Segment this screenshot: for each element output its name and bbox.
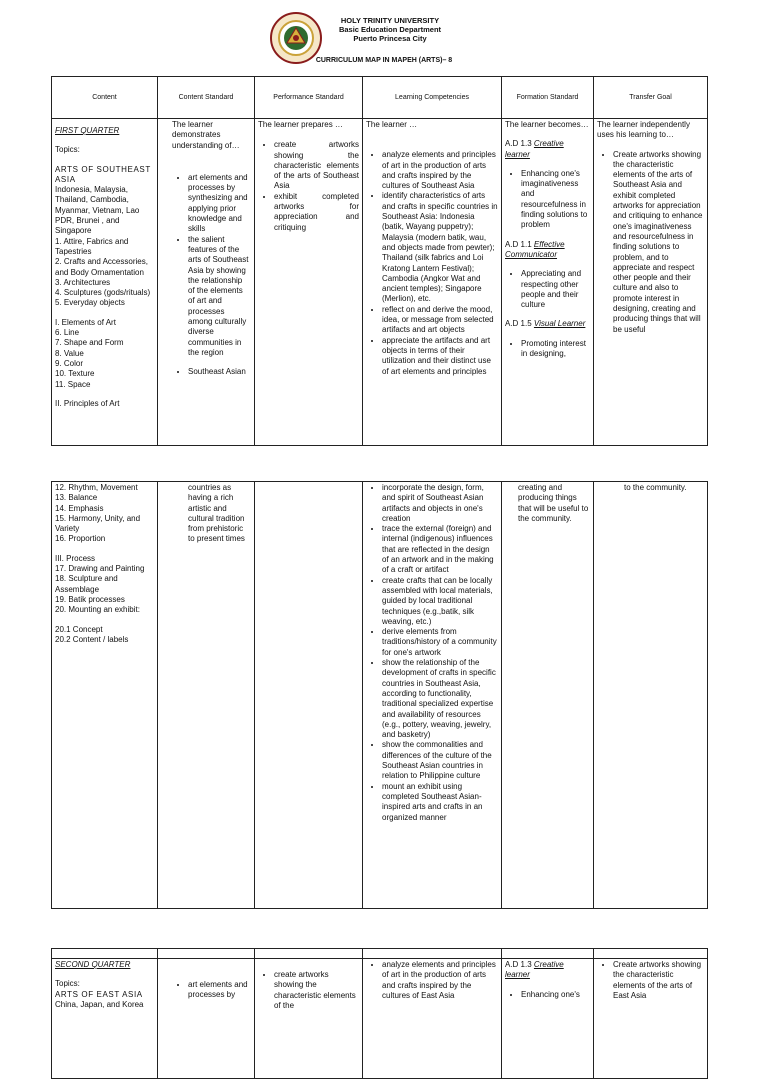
list-item: • trace the external (foreign) and internal (indigenous) influences that are reflected in the design of an artwork and in the making of a craft or artifact	[382, 524, 498, 575]
col-performance-standard-header: Performance Standard	[255, 77, 363, 119]
list-item: • Promoting interest in designing,	[521, 339, 590, 360]
list-item: • Create artworks showing the characteristic elements of the arts of East Asia	[613, 960, 704, 1001]
element-item: 10. Texture	[55, 369, 95, 379]
list-item: • derive elements from traditions/history of a community for one's artwork	[382, 627, 498, 658]
content-line: 15. Harmony, Unity, and Variety	[55, 513, 141, 534]
element-item: 11. Space	[55, 379, 91, 389]
empty-cell	[255, 949, 363, 959]
quarter-label: FIRST QUARTER	[55, 126, 120, 135]
topic-item: 4. Sculptures (gods/rituals)	[55, 288, 151, 298]
content-standard-cell	[158, 119, 255, 446]
learning-intro: The learner …	[366, 120, 418, 129]
transfer-goal-cell	[594, 119, 708, 446]
element-item: 7. Shape and Form	[55, 338, 124, 348]
table-header-row	[52, 77, 708, 119]
list-item: • show the relationship of the development of crafts in specific countries in Southeast Asia, according to functionality, traditional specialized expertise and availability of resources (e.g., pottery, weaving, jewelry, and basketry)	[382, 658, 498, 740]
list-item: • exhibit completed artworks for appreciation and critiquing	[274, 192, 359, 233]
empty-cell	[502, 949, 594, 959]
performance-standard-cell	[255, 482, 363, 909]
content-line: 16. Proportion	[55, 534, 106, 544]
table-row	[52, 959, 708, 1079]
formation-heading-1: A.D 1.3 Creative learner	[505, 139, 564, 159]
content-line: 14. Emphasis	[55, 503, 104, 513]
formation-heading-3: A.D 1.5 Visual Learner	[505, 319, 586, 329]
region-title: ARTS OF SOUTHEAST ASIA	[55, 164, 151, 184]
content-cell	[52, 482, 158, 909]
process-heading: III. Process	[55, 553, 96, 563]
topic-item: 5. Everyday objects	[55, 298, 125, 308]
col-content-standard-header: Content Standard	[158, 77, 255, 119]
content-standard-intro: The learner demonstrates understanding of…	[172, 120, 240, 150]
quarter-label: SECOND QUARTER	[55, 960, 131, 969]
transfer-goal-cell	[594, 482, 708, 909]
list-item: • analyze elements and principles of art in the production of arts and crafts inspired by the cultures of East Asia	[382, 960, 498, 1001]
topics-label: Topics:	[55, 145, 80, 155]
formation-standard-cell	[502, 119, 594, 446]
empty-cell	[52, 949, 158, 959]
list-item: • Appreciating and respecting other people and their culture	[521, 269, 590, 310]
content-standard-list-2	[172, 367, 251, 377]
formation-list-3	[505, 339, 590, 360]
process-line: 19. Batik processes	[55, 594, 125, 604]
table-first-quarter-continued	[51, 481, 708, 909]
topic-item: 2. Crafts and Accessories, and Body Ornamentation	[55, 257, 148, 277]
topic-item: 3. Architectures	[55, 277, 111, 287]
content-standard-list	[172, 173, 251, 358]
list-item: • the salient features of the arts of Southeast Asia by showing the relationship of the elements of art and processes among culturally diverse communities in the region	[188, 235, 251, 359]
performance-standard-cell	[255, 119, 363, 446]
element-item: 9. Color	[55, 358, 84, 368]
list-item: • show the commonalities and differences of the culture of the Southeast Asian countries in relation to Philippine culture	[382, 740, 498, 781]
content-standard-continued: countries as having a rich artistic and cultural tradition from prehistoric to present times	[188, 483, 245, 544]
list-item: • Enhancing one's	[521, 990, 590, 1000]
formation-list-2	[505, 269, 590, 310]
formation-intro: The learner becomes…	[505, 120, 589, 129]
list-item: • create artworks showing the characteristic elements of the	[274, 970, 359, 1011]
topics-label: Topics:	[55, 979, 80, 989]
empty-cell	[363, 949, 502, 959]
list-item: • art elements and processes by synthesizing and applying prior knowledge and skills	[188, 173, 251, 235]
content-standard-list	[172, 980, 251, 1001]
formation-standard-cell	[502, 959, 594, 1079]
table-row	[52, 119, 708, 446]
learning-competencies-cell	[363, 482, 502, 909]
empty-cell	[158, 949, 255, 959]
col-learning-competencies-header: Learning Competencies	[363, 77, 502, 119]
learning-competencies-cell	[363, 959, 502, 1079]
elements-heading: I. Elements of Art	[55, 317, 116, 327]
transfer-list	[597, 150, 704, 335]
curriculum-map-title: CURRICULUM MAP IN MAPEH (ARTS)– 8	[315, 57, 453, 64]
content-cell	[52, 959, 158, 1079]
content-line: 12. Rhythm, Movement	[55, 483, 138, 492]
process-line: 18. Sculpture and Assemblage	[55, 574, 118, 594]
performance-list	[258, 140, 359, 233]
university-name: HOLY TRINITY UNIVERSITY	[340, 16, 440, 25]
city-name: Puerto Princesa City	[353, 34, 427, 43]
list-item: • Southeast Asian	[188, 367, 251, 377]
content-cell	[52, 119, 158, 446]
formation-list-1	[505, 990, 590, 1000]
content-line: 13. Balance	[55, 493, 98, 503]
content-standard-cell	[158, 959, 255, 1079]
list-item: • create crafts that can be locally assembled with local materials, guided by local traditional techniques (e.g.,batik, silk weaving, etc.)	[382, 576, 498, 627]
element-item: 8. Value	[55, 348, 84, 358]
formation-list-1	[505, 169, 590, 231]
learning-competencies-cell	[363, 119, 502, 446]
formation-standard-cell	[502, 482, 594, 909]
list-item: • mount an exhibit using completed Southeast Asian-inspired arts and crafts in an organized manner	[382, 782, 498, 823]
list-item: • identify characteristics of arts and crafts in specific countries in Southeast Asia: Indonesia (batik, Wayang puppetry); Malaysia (modern batik, wau, and objects made from pewter); Thailand (silk fabrics and Loi Kratong Lantern Festival); Cambodia (Angkor Wat and ancient temples); Singapore (Merlion), etc.	[382, 191, 498, 304]
table-second-quarter	[51, 948, 708, 1079]
table-header-row	[52, 949, 708, 959]
department-name: Basic Education Department	[338, 25, 442, 34]
table-row	[52, 482, 708, 909]
learning-list	[366, 150, 498, 377]
col-content-header: Content	[52, 77, 158, 119]
document-header	[0, 0, 768, 70]
col-transfer-goal-header: Transfer Goal	[594, 77, 708, 119]
col-formation-standard-header: Formation Standard	[502, 77, 594, 119]
performance-standard-cell	[255, 959, 363, 1079]
list-item: • appreciate the artifacts and art objects in terms of their utilization and their distinct use of art elements and principles	[382, 336, 498, 377]
empty-cell	[594, 949, 708, 959]
performance-list	[258, 970, 359, 1011]
sub-line: 20.1 Concept	[55, 624, 103, 634]
countries-list: China, Japan, and Korea	[55, 999, 144, 1009]
process-line: 17. Drawing and Painting	[55, 564, 145, 574]
list-item: • incorporate the design, form, and spirit of Southeast Asian artifacts and objects in one's creation	[382, 483, 498, 524]
header-text	[330, 16, 450, 43]
table-first-quarter	[51, 76, 708, 446]
list-item: • reflect on and derive the mood, idea, or message from selected artifacts and art objects	[382, 305, 498, 336]
countries-list: Indonesia, Malaysia, Thailand, Cambodia, Myanmar, Vietnam, Lao PDR, Brunei , and Singapore	[55, 185, 140, 236]
transfer-intro: The learner independently uses his learning to…	[597, 120, 690, 140]
transfer-continued: to the community.	[624, 483, 687, 492]
list-item: • analyze elements and principles of art in the production of arts and crafts inspired by the cultures of Southeast Asia	[382, 150, 498, 191]
sub-line: 20.2 Content / labels	[55, 634, 129, 644]
process-line: 20. Mounting an exhibit:	[55, 605, 140, 615]
list-item: • create artworks showing the characteristic elements of the arts of Southeast Asia	[274, 140, 359, 191]
formation-heading-2: A.D 1.1 Effective Communicator	[505, 239, 565, 259]
list-item: • Enhancing one's imaginativeness and resourcefulness in finding solutions to problem	[521, 169, 590, 231]
transfer-goal-cell	[594, 959, 708, 1079]
formation-heading-1: A.D 1.3 Creative learner	[505, 960, 564, 980]
element-item: 6. Line	[55, 328, 80, 338]
performance-intro: The learner prepares …	[258, 120, 343, 129]
content-standard-cell	[158, 482, 255, 909]
list-item: • art elements and processes by	[188, 980, 251, 1001]
region-title: ARTS OF EAST ASIA	[55, 989, 143, 999]
principles-heading: II. Principles of Art	[55, 398, 120, 408]
learning-list	[366, 483, 498, 823]
topic-item: 1. Attire, Fabrics and Tapestries	[55, 236, 129, 256]
formation-continued: creating and producing things that will be useful to the community.	[518, 483, 589, 523]
learning-list	[366, 960, 498, 1001]
transfer-list	[597, 960, 704, 1001]
list-item: • Create artworks showing the characteristic elements of the arts of Southeast Asia and exhibit completed artworks for appreciation and critiquing to enhance one's imaginativeness and resourcefulness in finding solutions to problem, and to appreciate and respect other people and their culture and also to promote interest in designing, creating and producing things that will be useful	[613, 150, 704, 335]
